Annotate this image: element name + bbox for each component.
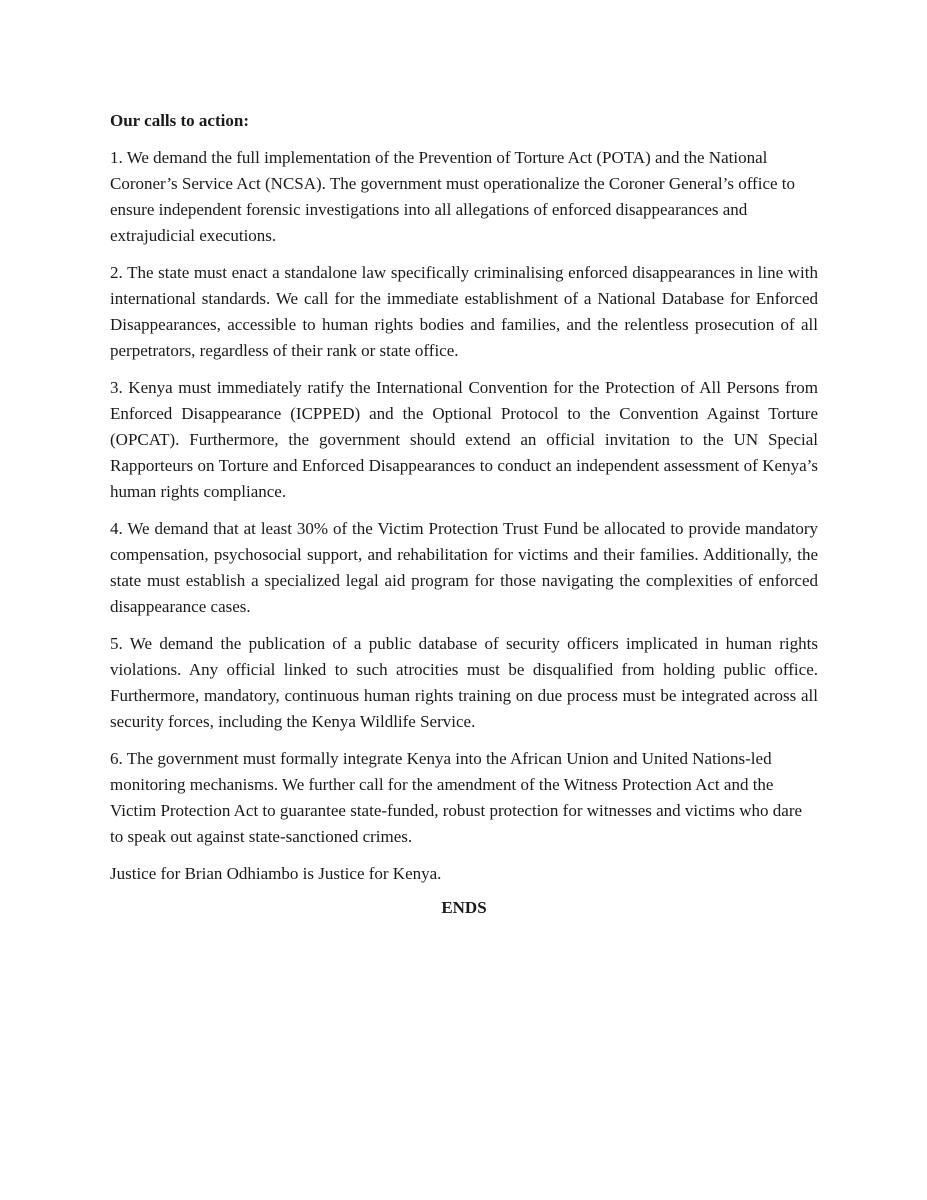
call-to-action-1: 1. We demand the full implementation of the Prevention of Torture Act (POTA) and the National Coroner’s Service Act (NCSA). The government must operationalize the Coroner General’s office to ensure independent forensic investigations into all allegations of enforced disappearances and extrajudicial executions.: [110, 148, 796, 245]
call-to-action-6: 6. The government must formally integrate Kenya into the African Union and United Nations-led monitoring mechanisms. We further call for the amendment of the Witness Protection Act and the Victim Protection Act to guarantee state-funded, robust protection for witnesses and victims who dare to speak out against state-sanctioned crimes.: [110, 749, 803, 846]
call-to-action-4: 4. We demand that at least 30% of the Victim Protection Trust Fund be allocated to provide mandatory compensation, psychosocial support, and rehabilitation for victims and their families. Additionally, the state must establish a specialized legal aid program for those navigating the complexities of enforced disappearance cases.: [110, 519, 818, 616]
call-to-action-3: 3. Kenya must immediately ratify the International Convention for the Protection of All Persons from Enforced Disappearance (ICPPED) and the Optional Protocol to the Convention Against Torture (OPCAT). Furthermore, the government should extend an official invitation to the UN Special Rapporteurs on Torture and Enforced Disappearances to conduct an independent assessment of Kenya’s human rights compliance.: [110, 378, 818, 501]
call-to-action-2: 2. The state must enact a standalone law specifically criminalising enforced disappearances in line with international standards. We call for the immediate establishment of a National Database for Enforced Disappearances, accessible to human rights bodies and families, and the relentless prosecution of all perpetrators, regardless of their rank or state office.: [110, 263, 818, 360]
section-heading: Our calls to action:: [110, 111, 249, 130]
call-to-action-5: 5. We demand the publication of a public database of security officers implicated in human rights violations. Any official linked to such atrocities must be disqualified from holding public office. Furthermore, mandatory, continuous human rights training on due process must be integrated across all security forces, including the Kenya Wildlife Service.: [110, 634, 818, 731]
ends-marker: ENDS: [441, 898, 487, 917]
document-body: [110, 108, 818, 921]
closing-statement: Justice for Brian Odhiambo is Justice for Kenya.: [110, 864, 442, 883]
